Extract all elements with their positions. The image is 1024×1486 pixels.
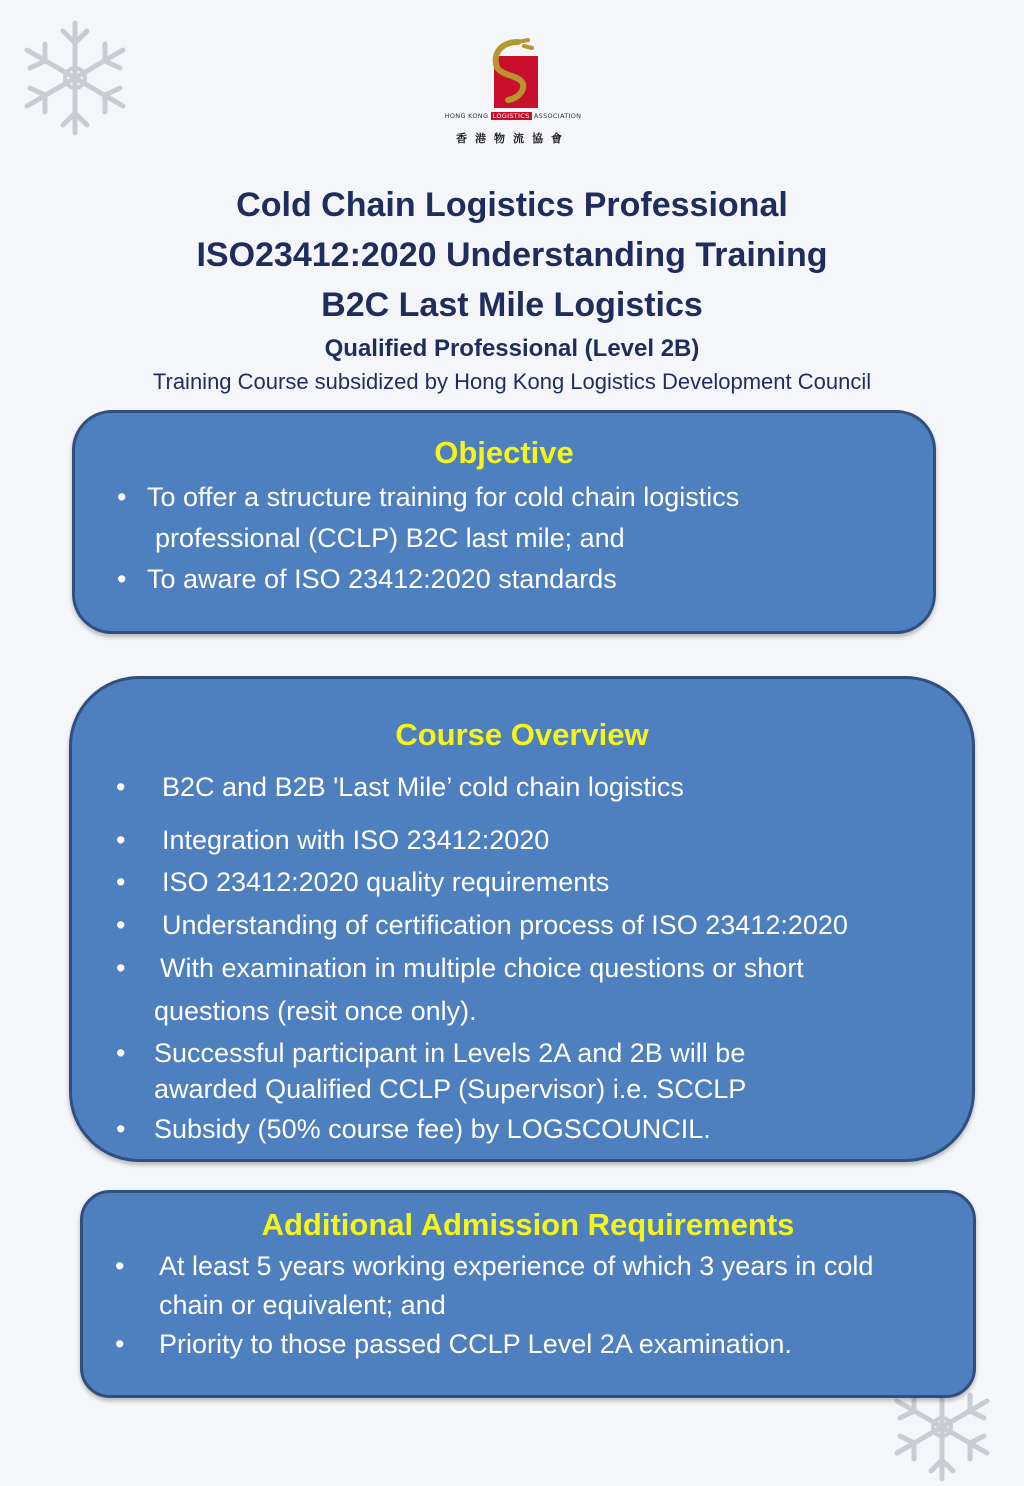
admission-requirements-panel — [80, 1190, 976, 1398]
list-item: • To offer a structure training for cold chain logistics professional (CCLP) B2C last mile; and — [117, 477, 933, 559]
logo-mark-icon — [488, 38, 538, 108]
list-item: • At least 5 years working experience of which 3 years in cold chain or equivalent; and — [115, 1247, 973, 1325]
bullet-icon: • — [117, 564, 127, 594]
admission-heading: Additional Admission Requirements — [261, 1207, 795, 1242]
bullet-icon: • — [116, 1038, 126, 1068]
admission-list — [115, 1247, 973, 1364]
list-item: • ISO 23412:2020 quality requirements — [116, 861, 972, 904]
list-item: • B2C and B2B 'Last Mile’ cold chain logistics — [116, 767, 972, 807]
list-item: • With examination in multiple choice questions or short questions (resit once only). — [116, 947, 972, 1033]
objective-heading: Objective — [434, 435, 574, 470]
page-subtitle: Qualified Professional (Level 2B) — [324, 335, 700, 362]
bullet-icon: • — [115, 1251, 125, 1281]
course-overview-list — [116, 767, 972, 1149]
objective-panel — [72, 410, 936, 634]
list-item: • Integration with ISO 23412:2020 — [116, 819, 972, 861]
header — [0, 180, 1024, 398]
bullet-icon: • — [116, 910, 126, 940]
list-item: • Successful participant in Levels 2A and 2B will be awarded Qualified CCLP (Supervisor) i.e. SCCLP — [116, 1035, 972, 1107]
logo-org-name: HONG KONG LOGISTICS ASSOCIATION — [444, 112, 582, 120]
logo-chinese-name: 香港物流協會 — [456, 132, 570, 145]
course-overview-heading: Course Overview — [395, 717, 649, 752]
list-item: • Priority to those passed CCLP Level 2A examination. — [115, 1325, 973, 1364]
bullet-icon: • — [116, 825, 126, 855]
hkla-logo — [433, 38, 593, 146]
bullet-icon: • — [116, 1114, 126, 1144]
subsidy-note: Training Course subsidized by Hong Kong Logistics Development Council — [152, 369, 872, 394]
list-item: • To aware of ISO 23412:2020 standards — [117, 559, 933, 600]
bullet-icon: • — [116, 867, 126, 897]
bullet-icon: • — [116, 772, 126, 802]
snowflake-icon — [20, 18, 130, 138]
bullet-icon: • — [116, 953, 126, 983]
page-title: Cold Chain Logistics Professional — [236, 186, 788, 224]
list-item: • Understanding of certification process of ISO 23412:2020 — [116, 904, 972, 947]
list-item: • Subsidy (50% course fee) by LOGSCOUNCIL. — [116, 1109, 972, 1149]
course-overview-panel — [69, 676, 975, 1162]
bullet-icon: • — [115, 1329, 125, 1359]
page-title-line2: ISO23412:2020 Understanding Training — [196, 236, 828, 274]
objective-list — [117, 477, 933, 600]
bullet-icon: • — [117, 482, 127, 512]
page-title-line3: B2C Last Mile Logistics — [321, 286, 703, 324]
